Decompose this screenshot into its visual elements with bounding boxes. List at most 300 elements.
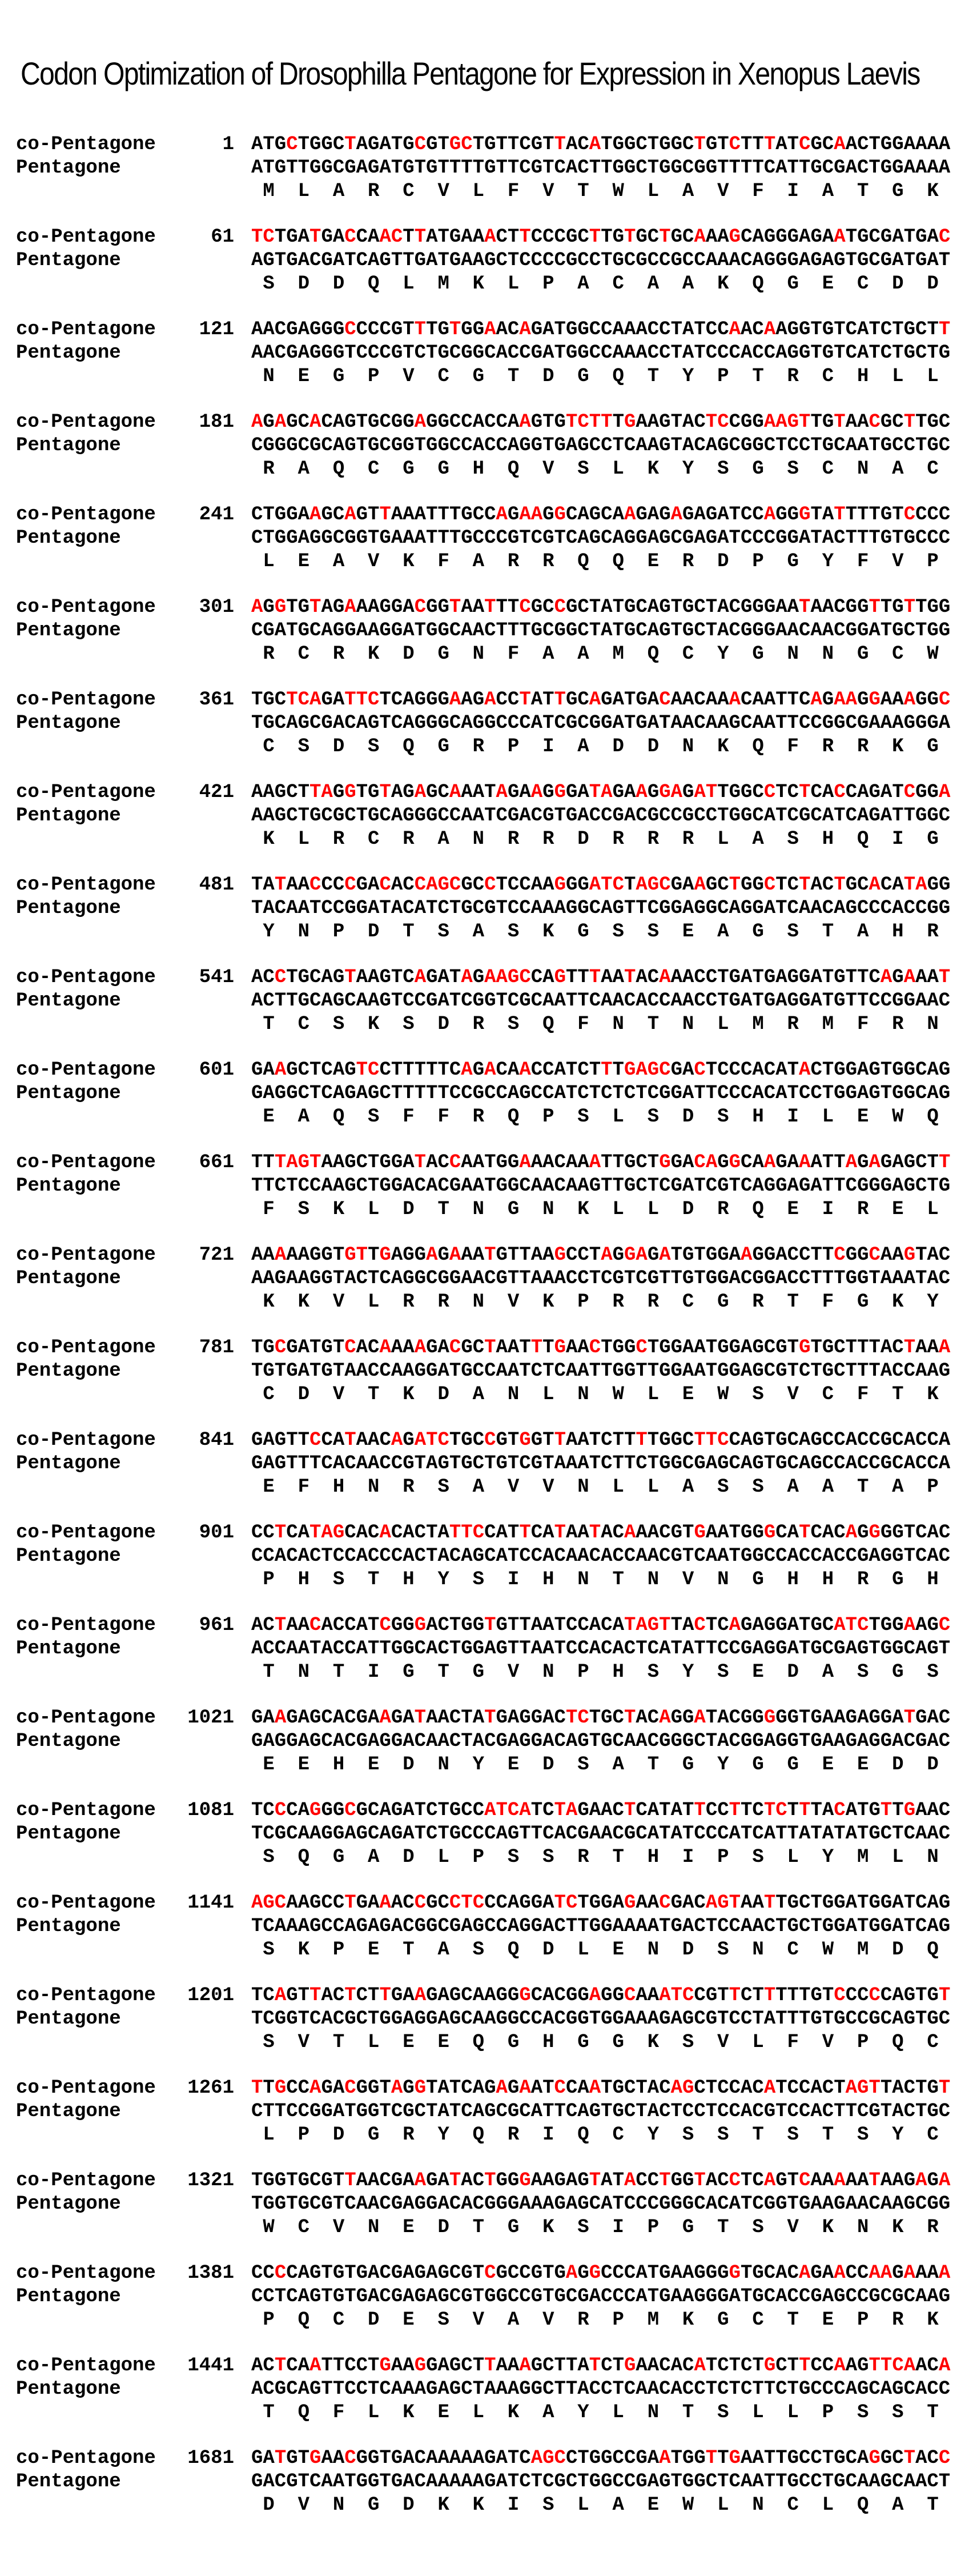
row-label-original: Pentagone <box>16 2101 121 2122</box>
alignment-block <box>16 2262 973 2332</box>
mismatch-base: T <box>659 2170 671 2192</box>
mismatch-base: A <box>694 2355 706 2377</box>
mismatch-base: TC <box>705 411 729 433</box>
row-label-optimized: co-Pentagone <box>16 1892 156 1914</box>
original-row <box>16 712 973 735</box>
original-row <box>16 1267 973 1291</box>
optimized-row <box>16 2077 973 2100</box>
alignment-blocks <box>0 133 973 2517</box>
mismatch-base: T <box>636 1429 648 1451</box>
mismatch-base: T <box>799 874 811 896</box>
mismatch-base: G <box>624 1892 636 1914</box>
sequence-optimized: ACTCAATTCCTGAAGGAGCTTAAAGCTTATCTGAACACATCTCTGCTTCCAAGTTCAACA <box>251 2355 951 2377</box>
mismatch-base: A <box>694 1707 706 1729</box>
alignment-block <box>16 226 973 296</box>
alignment-block <box>16 133 973 203</box>
alignment-block <box>16 1429 973 1499</box>
original-row <box>16 989 973 1013</box>
mismatch-base: A <box>729 1614 741 1636</box>
row-label-optimized: co-Pentagone <box>16 596 156 618</box>
mismatch-base: T <box>309 596 321 618</box>
optimized-row <box>16 2262 973 2285</box>
sequence-optimized: ACTAACACCATCGGGACTGGTGTTAATCCACATAGTTACTCAGAGGATGCATCTGGAAGC <box>251 1614 951 1636</box>
mismatch-base: T <box>344 2170 356 2192</box>
row-label-original: Pentagone <box>16 1268 121 1289</box>
mismatch-base: T <box>484 1337 496 1359</box>
mismatch-base: C <box>484 874 496 896</box>
optimized-row <box>16 1336 973 1360</box>
mismatch-base: AGC <box>636 874 671 896</box>
mismatch-base: TTCA <box>869 2355 916 2377</box>
original-row <box>16 619 973 643</box>
row-position: 181 <box>199 411 234 433</box>
row-label-original: Pentagone <box>16 1916 121 1937</box>
mismatch-base: AGT <box>845 2077 880 2099</box>
sequence-protein: L E A V K F A R R Q Q E R D P G Y F V P <box>251 551 939 572</box>
mismatch-base: T <box>274 2355 287 2377</box>
mismatch-base: A <box>799 2262 811 2284</box>
row-position: 901 <box>199 1522 234 1544</box>
mismatch-base: G <box>729 2262 741 2284</box>
mismatch-base: G <box>799 504 811 526</box>
mismatch-base: G <box>624 2355 636 2377</box>
optimized-row <box>16 2169 973 2193</box>
mismatch-base: C <box>344 1800 356 1821</box>
optimized-row <box>16 2354 973 2378</box>
optimized-row <box>16 596 973 619</box>
mismatch-base: C <box>274 1800 287 1821</box>
mismatch-base: G <box>379 2355 391 2377</box>
original-row <box>16 249 973 273</box>
mismatch-base: T <box>694 134 706 155</box>
mismatch-base: C <box>903 504 916 526</box>
row-label-optimized: co-Pentagone <box>16 1244 156 1266</box>
sequence-protein: P Q C D E S V A V R P M K G C T E P R K <box>251 2309 939 2331</box>
original-row <box>16 2100 973 2124</box>
mismatch-base: G <box>519 1429 531 1451</box>
mismatch-base: C <box>938 2447 951 2469</box>
mismatch-base: AA <box>869 2262 892 2284</box>
protein-row <box>16 1661 973 1684</box>
original-row <box>16 1545 973 1568</box>
sequence-optimized: GAAGCTCAGTCCTTTTTCAGACAACCATCTTTGAGCGACTCCCACATACTGGAGTGGCAG <box>251 1059 951 1081</box>
row-label-optimized: co-Pentagone <box>16 1429 156 1451</box>
optimized-row <box>16 781 973 804</box>
mismatch-base: T <box>589 226 601 248</box>
mismatch-base: G <box>694 1522 706 1544</box>
mismatch-base: C <box>869 411 880 433</box>
mismatch-base: G <box>554 782 566 803</box>
row-label-original: Pentagone <box>16 527 121 549</box>
mismatch-base: A <box>484 689 496 711</box>
alignment-block <box>16 2077 973 2147</box>
row-position: 1 <box>222 134 234 155</box>
row-label-original: Pentagone <box>16 157 121 179</box>
mismatch-base: G <box>414 2355 427 2377</box>
optimized-row <box>16 1799 973 1822</box>
mismatch-base: A <box>274 1059 287 1081</box>
mismatch-base: AA <box>834 689 858 711</box>
alignment-block <box>16 1244 973 1314</box>
mismatch-base: G <box>554 967 566 988</box>
optimized-row <box>16 2447 973 2470</box>
alignment-block <box>16 874 973 944</box>
mismatch-base: TCA <box>286 689 321 711</box>
row-label-original: Pentagone <box>16 712 121 734</box>
row-label-optimized: co-Pentagone <box>16 1152 156 1173</box>
mismatch-base: A <box>903 967 916 988</box>
mismatch-base: ATC <box>834 1614 869 1636</box>
mismatch-base: T <box>729 1985 741 2006</box>
row-label-optimized: co-Pentagone <box>16 2447 156 2469</box>
row-label-original: Pentagone <box>16 1453 121 1475</box>
mismatch-base: C <box>834 782 846 803</box>
row-position: 1201 <box>187 1985 234 2006</box>
row-label-optimized: co-Pentagone <box>16 1337 156 1359</box>
mismatch-base: G <box>274 2077 287 2099</box>
row-label-optimized: co-Pentagone <box>16 2262 156 2284</box>
mismatch-base: ATC <box>414 1429 449 1451</box>
mismatch-base: T <box>938 1152 951 1173</box>
mismatch-base: T <box>938 319 951 340</box>
optimized-row <box>16 874 973 897</box>
sequence-original: CTTCCGGATGGTCGCTATCAGCGCATTCAGTGCTACTCCTCCACGTCCACTTCGTACTGC <box>251 2101 951 2122</box>
row-position: 601 <box>199 1059 234 1081</box>
row-position: 1321 <box>187 2170 234 2192</box>
optimized-row <box>16 1244 973 1267</box>
mismatch-base: T <box>799 2355 811 2377</box>
mismatch-base: C <box>484 1429 496 1451</box>
mismatch-base: T <box>414 1707 427 1729</box>
optimized-row <box>16 966 973 989</box>
protein-row <box>16 2494 973 2517</box>
mismatch-base: A <box>519 1152 531 1173</box>
alignment-block <box>16 1059 973 1129</box>
row-label-original: Pentagone <box>16 342 121 364</box>
mismatch-base: AGC <box>251 1892 287 1914</box>
mismatch-base: T <box>449 319 461 340</box>
row-label-original: Pentagone <box>16 898 121 919</box>
mismatch-base: T <box>903 1707 916 1729</box>
protein-row <box>16 365 973 388</box>
sequence-optimized: AAGCTTAGGTGTAGAGCAAATAGAAGGGATAGAAGGAGATTGGCCTCTCACCAGATCGGA <box>251 782 951 803</box>
mismatch-base: C <box>344 319 356 340</box>
mismatch-base: G <box>869 689 880 711</box>
mismatch-base: A <box>601 1244 613 1266</box>
mismatch-base: C <box>694 1059 706 1081</box>
mismatch-base: G <box>763 1707 776 1729</box>
sequence-original: TCGCAAGGAGCAGATCTGCCCAGTTCACGAACGCATATCCCATCATTATATATGCTCAAC <box>251 1823 951 1845</box>
mismatch-base: A <box>414 782 427 803</box>
sequence-original: ACCAATACCATTGGCACTGGAGTTAATCCACACTCATATTCCGAGGATGCGAGTGGCAGT <box>251 1638 951 1660</box>
mismatch-base: G <box>799 1337 811 1359</box>
sequence-protein: T Q F L K E L K A Y L N T S L L P S S T <box>251 2402 939 2423</box>
mismatch-base: G <box>554 504 566 526</box>
alignment-block <box>16 596 973 666</box>
mismatch-base: TTC <box>449 1522 485 1544</box>
mismatch-base: A <box>589 2077 601 2099</box>
original-row <box>16 1637 973 1661</box>
row-position: 301 <box>199 596 234 618</box>
mismatch-base: GAGC <box>624 1059 671 1081</box>
optimized-row <box>16 1892 973 1915</box>
sequence-original: ACGCAGTTCCTCAAAGAGCTAAAGGCTTACCTCAACACCTCTCTTCTGCCCAGCAGCACC <box>251 2378 951 2400</box>
optimized-row <box>16 688 973 712</box>
alignment-block <box>16 966 973 1036</box>
mismatch-base: A <box>636 782 648 803</box>
mismatch-base: T <box>414 226 427 248</box>
row-position: 481 <box>199 874 234 896</box>
mismatch-base: T <box>729 1800 741 1821</box>
mismatch-base: T <box>763 134 776 155</box>
mismatch-base: T <box>938 967 951 988</box>
sequence-original: AAGAAGGTACTCAGGCGGAACGTTAAACCTCGTCGTTGTGGACGGACCTTTGGTAAATAC <box>251 1268 951 1289</box>
mismatch-base: C <box>414 134 427 155</box>
mismatch-base: A <box>834 226 846 248</box>
original-row <box>16 157 973 180</box>
sequence-original: TCGGTCACGCTGGAGGAGCAAGGCCACGGTGGAAAGAGCGTCCTATTTGTGCCGCAGTGC <box>251 2008 951 2030</box>
sequence-original: TACAATCCGGATACATCTGCGTCCAAAGGCAGTTCGGAGGCAGGATCAACAGCCCACCGG <box>251 898 951 919</box>
alignment-block <box>16 1614 973 1684</box>
mismatch-base: A <box>624 1522 636 1544</box>
mismatch-base: A <box>810 689 822 711</box>
protein-row <box>16 1105 973 1129</box>
mismatch-base: T <box>705 2447 718 2469</box>
sequence-optimized: TCCCAGGGCGCAGATCTGCCATCATCTAGAACTCATATTCCTTCTCTTTACATGTTGAAC <box>251 1800 951 1821</box>
sequence-original: GAGGCTCAGAGCTTTTTCCGCCAGCCATCTCTCTCGGATTCCCACATCCTGGAGTGGCAG <box>251 1083 951 1104</box>
mismatch-base: A <box>414 2170 427 2192</box>
sequence-protein: S D D Q L M K L P A C A A K Q G E C D D <box>251 273 939 295</box>
mismatch-base: C <box>414 1892 427 1914</box>
mismatch-base: A <box>845 1522 858 1544</box>
optimized-row <box>16 411 973 434</box>
original-row <box>16 1730 973 1753</box>
mismatch-base: C <box>274 2262 287 2284</box>
sequence-optimized: AAAAAGGTGTTGAGGAGAAATGTTAAGCCTAGGAGATGTGGAAGGACCTTCGGCAAGTAC <box>251 1244 951 1266</box>
row-position: 541 <box>199 967 234 988</box>
protein-row <box>16 1753 973 1777</box>
protein-row <box>16 1938 973 1962</box>
mismatch-base: C <box>834 1244 846 1266</box>
row-position: 1441 <box>187 2355 234 2377</box>
mismatch-base: T <box>589 2355 601 2377</box>
sequence-protein: T N T I G T G V N P H S Y S E D A S G S <box>251 1661 939 1683</box>
original-row <box>16 1175 973 1198</box>
row-label-optimized: co-Pentagone <box>16 2355 156 2377</box>
row-label-optimized: co-Pentagone <box>16 967 156 988</box>
mismatch-base: C <box>379 1614 391 1636</box>
sequence-original: TGGTGCGTCAACGAGGACACGGGAAAGAGCATCCCGGGCACATCGGTGAAGAACAAGCGG <box>251 2193 951 2215</box>
protein-row <box>16 1476 973 1499</box>
mismatch-base: C <box>834 1985 846 2006</box>
sequence-optimized: TGCTCAGATTCTCAGGGAAGACCTATTGCAGATGACAACAAACAATTCAGAAGGAAAGGC <box>251 689 951 711</box>
mismatch-base: ATCA <box>484 1800 531 1821</box>
mismatch-base: TAGT <box>274 1152 321 1173</box>
mismatch-base: T <box>763 1892 776 1914</box>
mismatch-base: A <box>414 1337 427 1359</box>
mismatch-base: T <box>903 411 916 433</box>
mismatch-base: T <box>274 1522 287 1544</box>
mismatch-base: C <box>344 874 356 896</box>
protein-row <box>16 1383 973 1407</box>
mismatch-base: A <box>834 134 846 155</box>
mismatch-base: TA <box>903 874 927 896</box>
mismatch-base: C <box>519 596 531 618</box>
sequence-original: TCAAAGCCAGAGACGGCGAGCCAGGACTTGGAAAATGACTCCAACTGCTGGATGGATCAG <box>251 1916 951 1937</box>
mismatch-base: G <box>519 1985 531 2006</box>
mismatch-base: TCTT <box>565 411 613 433</box>
row-position: 61 <box>211 226 234 248</box>
mismatch-base: C <box>903 782 916 803</box>
mismatch-base: CTC <box>449 1892 485 1914</box>
mismatch-base: T <box>694 1800 706 1821</box>
mismatch-base: T <box>449 2170 461 2192</box>
mismatch-base: C <box>344 2447 356 2469</box>
mismatch-base: A <box>344 596 356 618</box>
sequence-protein: K L R C R A N R R D R R R L A S H Q I G <box>251 828 939 850</box>
sequence-original: CCTCAGTGTGACGAGAGCGTGGCCGTGCGACCCATGAAGGGATGCACCGAGCCGCGCAAG <box>251 2286 951 2307</box>
sequence-protein: P H S T H Y S I H N T N V N G H H R G H <box>251 1569 939 1591</box>
mismatch-base: C <box>589 1337 601 1359</box>
mismatch-base: A <box>763 2077 776 2099</box>
optimized-row <box>16 1151 973 1175</box>
mismatch-base: T <box>903 1337 916 1359</box>
sequence-optimized: CCTCATAGCACACACTATTCCATTCATAATACAAACGTGAATGGGCATCACAGGGGTCAC <box>251 1522 951 1544</box>
page-title: Codon Optimization of Drosophilla Pentagone for Expression in Xenopus Laevis <box>21 55 920 91</box>
protein-row <box>16 2216 973 2240</box>
mismatch-base: A <box>834 2355 846 2377</box>
sequence-optimized: AACGAGGGCCCCGTTTGTGGAACAGATGGCCAAACCTATCCAACAAGGTGTCATCTGCTT <box>251 319 951 340</box>
row-label-original: Pentagone <box>16 1083 121 1104</box>
mismatch-base: A <box>391 1429 403 1451</box>
mismatch-base: G <box>763 1522 776 1544</box>
sequence-optimized: TTTAGTAAGCTGGATACCAATGGAAACAAATTGCTGGACAGGCAAGAAATTAGAGAGCTT <box>251 1152 951 1173</box>
mismatch-base: G <box>729 226 741 248</box>
mismatch-base: T <box>484 1707 496 1729</box>
sequence-original: ATGTTGGCGAGATGTGTTTTGTTCGTCACTTGGCTGGCGGTTTTCATTGCGACTGGAAAA <box>251 157 951 179</box>
protein-row <box>16 735 973 759</box>
row-label-optimized: co-Pentagone <box>16 319 156 340</box>
mismatch-base: G <box>869 2447 880 2469</box>
mismatch-base: ATC <box>659 1985 694 2006</box>
mismatch-base: G <box>903 1800 916 1821</box>
mismatch-base: T <box>554 134 566 155</box>
original-row <box>16 342 973 365</box>
mismatch-base: C <box>763 782 776 803</box>
mismatch-base: A <box>903 2262 916 2284</box>
row-label-original: Pentagone <box>16 2286 121 2307</box>
row-label-optimized: co-Pentagone <box>16 504 156 526</box>
alignment-block <box>16 1706 973 1777</box>
row-label-original: Pentagone <box>16 1360 121 1382</box>
sequence-original: CGGGCGCAGTGCGGTGGCCACCAGGTGAGCCTCAAGTACAGCGGCTCCTGCAATGCCTGC <box>251 435 951 456</box>
mismatch-base: T <box>274 874 287 896</box>
protein-row <box>16 828 973 851</box>
optimized-row <box>16 1059 973 1082</box>
mismatch-base: G <box>554 1337 566 1359</box>
mismatch-base: AGC <box>530 2447 566 2469</box>
mismatch-base: T <box>624 226 636 248</box>
mismatch-base: A <box>449 782 461 803</box>
row-label-original: Pentagone <box>16 1638 121 1660</box>
mismatch-base: T <box>799 1800 811 1821</box>
mismatch-base: T <box>344 134 356 155</box>
protein-row <box>16 180 973 203</box>
protein-row <box>16 2031 973 2054</box>
sequence-optimized: AGAGCACAGTGCGGAGGCCACCAAGTGTCTTTGAAGTACTCCGGAAGTTGTAACGCTTGC <box>251 411 951 433</box>
sequence-protein: S K P E T A S Q D L E N D S N C W M D Q <box>251 1939 939 1961</box>
mismatch-base: AAGT <box>763 411 811 433</box>
mismatch-base: T <box>799 596 811 618</box>
mismatch-base: C <box>763 874 776 896</box>
mismatch-base: C <box>659 689 671 711</box>
original-row <box>16 2378 973 2401</box>
mismatch-base: T <box>554 689 566 711</box>
mismatch-base: TAGT <box>624 1614 671 1636</box>
sequence-protein: K K V L R R N V K P R R C G R T F G K Y <box>251 1291 939 1313</box>
alignment-block <box>16 503 973 574</box>
mismatch-base: TC <box>251 226 275 248</box>
mismatch-base: G <box>379 1244 391 1266</box>
sequence-original: ACTTGCAGCAAGTCCGATCGGTCGCAATTCAACACCAACCTGATGAGGATGTTCCGGAAC <box>251 990 951 1012</box>
mismatch-base: T <box>379 504 391 526</box>
row-position: 1021 <box>187 1707 234 1729</box>
mismatch-base: C <box>636 1337 648 1359</box>
sequence-optimized: AGGTGTAGAAAGGACGGTAATTTCGCCGCTATGCAGTGCTACGGGAATAACGGTTGTTGG <box>251 596 951 618</box>
optimized-row <box>16 1429 973 1452</box>
mismatch-base: T <box>344 1892 356 1914</box>
mismatch-base: A <box>729 689 741 711</box>
mismatch-base: T <box>519 689 531 711</box>
original-row <box>16 527 973 550</box>
sequence-protein: R A Q C G G H Q V S L K Y S G S C N A C <box>251 458 939 480</box>
mismatch-base: A <box>741 1244 753 1266</box>
sequence-protein: S V T L E E Q G H G G K S V L F V P Q C <box>251 2032 939 2053</box>
sequence-protein: C D V T K D A N L N W L E W S V C F T K <box>251 1384 939 1405</box>
mismatch-base: T <box>869 2170 880 2192</box>
mismatch-base: A <box>589 1152 601 1173</box>
optimized-row <box>16 318 973 342</box>
mismatch-base: C <box>309 1429 321 1451</box>
mismatch-base: A <box>670 504 683 526</box>
mismatch-base: A <box>938 1337 951 1359</box>
mismatch-base: T <box>589 2170 601 2192</box>
sequence-original: GAGTTTCACAACCGTAGTGCTGTCGTAAATCTTCTGGCGAGCAGTGCAGCCACCGCACCA <box>251 1453 951 1475</box>
row-label-original: Pentagone <box>16 805 121 827</box>
mismatch-base: A <box>589 689 601 711</box>
mismatch-base: T <box>729 874 741 896</box>
mismatch-base: A <box>379 1522 391 1544</box>
row-label-optimized: co-Pentagone <box>16 1800 156 1821</box>
sequence-original: CCACACTCCACCCACTACAGCATCCACAACACCAACGTCAATGGCCACCACCGAGGTCAC <box>251 1545 951 1567</box>
sequence-optimized: TCTGATGACCAACTTATGAAACTTCCCGCTTGTGCTGCAAAGCAGGGAGAATGCGATGAC <box>251 226 951 248</box>
mismatch-base: T <box>624 1707 636 1729</box>
mismatch-base: C <box>799 2170 811 2192</box>
mismatch-base: A <box>519 2077 531 2099</box>
alignment-block <box>16 411 973 481</box>
row-position: 721 <box>199 1244 234 1266</box>
mismatch-base: T <box>251 2077 263 2099</box>
row-label-original: Pentagone <box>16 1545 121 1567</box>
mismatch-base: A <box>426 1244 438 1266</box>
mismatch-base: G <box>344 782 356 803</box>
mismatch-base: A <box>414 411 427 433</box>
protein-row <box>16 1198 973 1221</box>
mismatch-base: AG <box>670 2077 694 2099</box>
sequence-optimized: CTGGAAGCAGTTAAATTTGCCAGAAGGCAGCAAGAGAGAGATCCAGGGTATTTTGTCCCC <box>251 504 951 526</box>
mismatch-base: AAGC <box>484 967 531 988</box>
mismatch-base: A <box>903 689 916 711</box>
